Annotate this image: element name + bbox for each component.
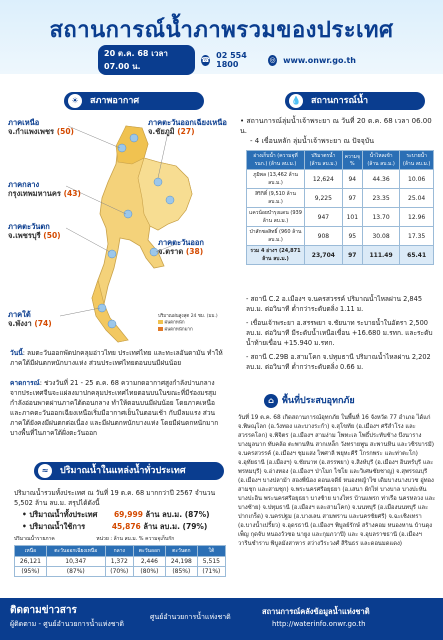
sun-cloud-icon: ☀ <box>68 94 82 108</box>
page-title: สถานการณ์น้ำภาพรวมของประเทศ <box>49 18 394 43</box>
chao-phraya-dam: - เขื่อนเจ้าพระยา อ.สรรพยา จ.ชัยนาท ระบายน้ำในอัตรา 2,500 ลบ.ม. ต่อวินาที มีระดับน้ำเหนือเขื่อน +16.680 ม.รทก. และระดับน้ำท้ายเขื่อน +15.940 ม.รทก. <box>246 319 433 347</box>
report-date: 20 ต.ค. 68 <box>104 49 149 58</box>
region-central-province: กรุงเทพมหานคร <box>8 189 61 198</box>
storage-table-caption <box>14 536 228 543</box>
table-row <box>247 170 434 189</box>
house-flood-icon: ⌂ <box>264 394 278 408</box>
region-storage-header <box>15 546 226 557</box>
total-volume: 23,704 <box>305 246 343 265</box>
region-percent: (87%) <box>46 567 105 577</box>
station-c29b-text: สถานี C.29B อ.สามโคก จ.ปทุมธานี ปริมาณน้ำไหลผ่าน 2,202 ลบ.ม. ต่อวินาที ต่ำกว่าระดับตลิ่ง 0.66 ม. <box>246 353 431 371</box>
region-value: 5,515 <box>197 557 225 567</box>
dam-inflow: 44.36 <box>362 170 399 189</box>
date-pill <box>98 45 195 75</box>
region-percent: (71%) <box>197 567 225 577</box>
report-time: เวลา 07.00 น. <box>104 49 168 71</box>
website-link[interactable]: www.onwr.go.th <box>283 55 356 65</box>
region-west-province: จ.เพชรบุรี <box>8 231 41 240</box>
region-east-province: จ.ตราด <box>158 247 184 256</box>
dam-text: เขื่อนเจ้าพระยา อ.สรรพยา จ.ชัยนาท ระบายน้ำในอัตรา 2,500 ลบ.ม. ต่อวินาที มีระดับน้ำเหนือเขื่อน +16.680 ม.รทก. และระดับน้ำท้ายเขื่อน +15.940 ม.รทก. <box>246 319 433 347</box>
storage-total: • ปริมาณน้ำทั้งประเทศ 69,999 ล้าน ลบ.ม. (87%) <box>22 510 210 519</box>
table-row <box>15 567 226 577</box>
weather-map <box>8 118 226 344</box>
today-text: : ลมตะวันออกพัดปกคลุมอ่าวไทย ประเทศไทย และทะเลอันดามัน ทำให้ภาคใต้มีฝนตกหนักบางแห่ง ส่วนประเทศไทยตอนบนมีฝนน้อย <box>10 349 223 367</box>
legend-label-heavy: ฝนตกหนัก <box>164 320 185 326</box>
region-col: ตะวันตก <box>165 546 197 557</box>
table-total-row <box>247 246 434 265</box>
region-northeast-name: ภาคตะวันออกเฉียงเหนือ <box>148 118 227 127</box>
dam-percent: 95 <box>342 227 362 246</box>
region-percent: (95%) <box>15 567 47 577</box>
region-west <box>8 222 61 240</box>
forecast-text: : ช่วงวันที่ 21 - 25 ต.ค. 68 ความกดอากาศสูงกำลังปานกลางจากประเทศจีนจะแผ่ลงมาปกคลุมประเทศไทยตอนบนในขณะที่มีร่องมรสุมกำลังอ่อนพาดผ่านภาคใต้ตอนกลาง ทำให้ตอนบนมีฝนน้อย โดยภาคเหนือ และภาคตะวันออกเฉียงเหนือเริ่มมีอากาศเย็นในตอนเช้า กับมีลมแรง ส่วนภาคใต้ยังคงมีฝนตกต่อเนื่อง และมีฝนตกหนักบางแห่ง โดยมีฝนตกหนักมากบางพื้นที่ในภาคใต้ฝั่งตะวันออก <box>10 379 219 437</box>
weather-section-title: สภาพอากาศ <box>90 96 140 106</box>
region-northeast-province: จ.ชัยภูมิ <box>148 127 175 136</box>
region-west-rain: (50) <box>43 231 61 240</box>
weather-section-header <box>64 92 204 110</box>
region-north-province: จ.กำแพงเพชร <box>8 127 55 136</box>
region-east-name: ภาคตะวันออก <box>158 238 204 247</box>
dam-table-header <box>247 151 434 170</box>
usable-value: 45,876 <box>111 522 141 531</box>
legend-title: ปริมาณฝนสูงสุด 24 ชม. (มม.) <box>158 314 218 319</box>
station-c29b: - สถานี C.29B อ.สามโคก จ.ปทุมธานี ปริมาณน้ำไหลผ่าน 2,202 ลบ.ม. ต่อวินาที ต่ำกว่าระดับตลิ่ง 0.66 ม. <box>246 353 431 371</box>
water-section-title: สถานการณ์น้ำ <box>311 96 369 106</box>
dam-name: ภูมิพล (13,462 ล้าน ลบ.ม.) <box>247 170 305 189</box>
region-col: ใต้ <box>197 546 225 557</box>
total-outflow: 65.41 <box>400 246 434 265</box>
region-percent: (70%) <box>105 567 133 577</box>
flood-section-title: พื้นที่ประสบอุทกภัย <box>282 396 355 406</box>
date-bar <box>98 49 356 71</box>
region-percent: (85%) <box>165 567 197 577</box>
dam-inflow: 23.35 <box>362 189 399 208</box>
region-east <box>158 238 204 256</box>
dam-col-name: อ่างเก็บน้ำ (ความจุที่ รนก.) (ล้าน ลบ.ม.) <box>247 151 305 170</box>
flood-section-header <box>260 392 430 410</box>
station-c2: - สถานี C.2 อ.เมืองฯ จ.นครสวรรค์ ปริมาณน้ำไหลผ่าน 2,845 ลบ.ม. ต่อวินาที ต่ำกว่าระดับตลิ่ง 1.11 ม. <box>246 295 423 313</box>
dam-name: สิริกิติ์ (9,510 ล้าน ลบ.ม.) <box>247 189 305 208</box>
region-north-rain: (50) <box>56 127 74 136</box>
footer-bar <box>0 598 443 640</box>
region-south <box>8 310 52 328</box>
dam-col-inflow: น้ำไหลเข้า (ล้าน ลบ.ม.) <box>362 151 399 170</box>
reservoir-icon: ≈ <box>38 464 52 478</box>
storage-unit: หน่วย : ล้าน ลบ.ม. % ความจุเก็บกัก <box>96 536 175 542</box>
station-c2-text: สถานี C.2 อ.เมืองฯ จ.นครสวรรค์ ปริมาณน้ำไหลผ่าน 2,845 ลบ.ม. ต่อวินาที ต่ำกว่าระดับตลิ่ง 1.11 ม. <box>246 295 423 313</box>
flood-text: วันที่ 19 ต.ค. 68 เกิดสถานการณ์อุทกภัย ในพื้นที่ 16 จังหวัด 77 อำเภอ ได้แก่ จ.พิษณุโลก (อ.วังทอง และบางระกำ) จ.สุโขทัย (อ.เมืองฯ ศรีสำโรง และสวรรคโลก) จ.พิจิตร (อ.เมืองฯ สามง่าม โพทะเล โพธิ์ประทับช้าง บึงนาราง บางมูลนาก ทับคล้อ ตะพานหิน สากเหล็ก วังทรายพูน สะพานหิน และวชิรบารมี) จ.นครสวรรค์ (อ.เมืองฯ ชุมแสง ไพศาลี พยุหะคีรี โกรกพระ และท่าตะโก) จ.อุทัยธานี (อ.เมืองฯ) จ.ชัยนาท (อ.สรรพยา) จ.สิงห์บุรี (อ.เมืองฯ อินทร์บุรี และพรหมบุรี) จ.อ่างทอง (อ.เมืองฯ ป่าโมก ไชโย และวิเศษชัยชาญ) จ.สุพรรณบุรี (อ.เมืองฯ บางปลาม้า สองพี่น้อง ดอนเจดีย์ หนองหญ้าไซ เดิมบางนางบวช อู่ทอง สามชุก และสามชุก) จ.พระนครศรีอยุธยา (อ.เสนา ผักไห่ บางบาล บางปะหัน บางปะอิน พระนครศรีอยุธยา บางซ้าย บางไทร บ้านแพรก ท่าเรือ นครหลวง และบางซ้าย) จ.ปทุมธานี (อ.เมืองฯ และสามโคก) จ.นนทบุรี (อ.เมืองนนทบุรี และปากเกร็ด) จ.นครปฐม (อ.บางเลน สามพราน และนครชัยศรี) จ.ฉะเชิงเทรา (อ.บางน้ำเปรี้ยว) จ.อุดรธานี (อ.เมืองฯ พิบูลย์รักษ์ สร้างคอม หนองหาน บ้านดุง เพ็ญ กุดจับ หนองวัวซอ นายูง และกุมภวาปี) และ จ.อุบลราชธานี (อ.เมืองฯ วารินชำราบ พิบูลมังสาหาร สว่างวีระวงศ์ สิรินธร และดอนมดแดง) <box>238 415 436 547</box>
dam-volume: 9,225 <box>305 189 343 208</box>
storage-usable: • ปริมาณน้ำใช้การ 45,876 ล้าน ลบ.ม. (79%) <box>22 522 208 531</box>
total-name: รวม 4 อ่างฯ (24,871 ล้าน ลบ.ม.) <box>247 246 305 265</box>
usable-unit: ล้าน ลบ.ม. (79%) <box>143 522 208 531</box>
water-section-header <box>285 92 425 110</box>
region-south-province: จ.พังงา <box>8 319 32 328</box>
dam-percent: 94 <box>342 170 362 189</box>
weather-forecast <box>10 378 224 438</box>
total-value: 69,999 <box>113 510 143 519</box>
region-value: 10,347 <box>46 557 105 567</box>
storage-caption: ปริมาณน้ำรายภาค <box>14 536 55 542</box>
dam-percent: 101 <box>342 208 362 227</box>
phone-icon: ☎ <box>201 55 210 64</box>
dam-outflow: 10.06 <box>400 170 434 189</box>
dam-volume: 12,624 <box>305 170 343 189</box>
region-storage-table <box>14 545 226 577</box>
dam-percent: 97 <box>342 189 362 208</box>
storage-intro: ปริมาณน้ำรวมทั้งประเทศ ณ วันที่ 19 ต.ค. 68 มากกว่าปี 2567 จำนวน 5,502 ล้าน ลบ.ม. สรุปได้ดังนี้ <box>14 489 216 507</box>
dam-table <box>246 150 434 265</box>
dam-inflow: 13.70 <box>362 208 399 227</box>
table-row <box>247 227 434 246</box>
table-row <box>247 189 434 208</box>
dam-outflow: 25.04 <box>400 189 434 208</box>
header-banner <box>0 0 443 74</box>
legend-label-very-heavy: ฝนตกหนักมาก <box>164 327 193 332</box>
region-central <box>8 180 81 198</box>
region-south-name: ภาคใต้ <box>8 310 31 319</box>
region-south-rain: (74) <box>34 319 52 328</box>
legend-item-very-heavy <box>158 327 218 334</box>
water-bullet-2: - 4 เขื่อนหลัก ลุ่มน้ำเจ้าพระยา ณ ปัจจุบัน <box>250 137 375 145</box>
phone-number[interactable]: 02 554 1800 <box>216 51 247 69</box>
water-bullet-1: • สถานการณ์ลุ่มน้ำเจ้าพระยา ณ วันที่ 20 ต.ค. 68 เวลา 06.00 น. <box>240 117 432 135</box>
region-northeast <box>148 118 227 136</box>
total-percent: 97 <box>342 246 362 265</box>
storage-section-header <box>34 462 224 480</box>
dam-col-percent: ความจุ % <box>342 151 362 170</box>
total-label: ปริมาณน้ำทั้งประเทศ <box>29 510 98 519</box>
globe-icon: ◎ <box>269 55 276 64</box>
region-value: 26,121 <box>15 557 47 567</box>
footer-follow-sub[interactable]: ผู้ติดตาม - ศูนย์อำนวยการน้ำแห่งชาติ <box>10 620 124 628</box>
dam-volume: 947 <box>305 208 343 227</box>
region-percent: (80%) <box>133 567 165 577</box>
footer-warehouse-title: สถานการณ์คลังข้อมูลน้ำแห่งชาติ <box>262 607 370 616</box>
forecast-label: คาดการณ์ <box>10 379 40 387</box>
dam-name: ป่าสักชลสิทธิ์ (960 ล้าน ลบ.ม.) <box>247 227 305 246</box>
region-north-name: ภาคเหนือ <box>8 118 40 127</box>
weather-today <box>10 348 224 368</box>
region-value: 1,372 <box>105 557 133 567</box>
region-north <box>8 118 74 136</box>
dam-inflow: 30.08 <box>362 227 399 246</box>
table-row <box>15 557 226 567</box>
today-label: วันนี้ <box>10 349 23 357</box>
water-bullet-2-text: 4 เขื่อนหลัก ลุ่มน้ำเจ้าพระยา ณ ปัจจุบัน <box>254 137 375 145</box>
total-inflow: 111.49 <box>362 246 399 265</box>
water-drop-icon: 💧 <box>289 94 303 108</box>
map-legend <box>158 314 218 333</box>
region-col: ตะวันออก <box>133 546 165 557</box>
total-unit: ล้าน ลบ.ม. (87%) <box>145 510 210 519</box>
dam-col-volume: ปริมาตรน้ำ (ล้าน ลบ.ม.) <box>305 151 343 170</box>
dam-volume: 908 <box>305 227 343 246</box>
footer-warehouse-link[interactable]: http://waterinfo.onwr.go.th <box>272 620 366 628</box>
footer-follow-title: ติดตามข่าวสาร <box>10 605 77 616</box>
dam-name: แควน้อยบำรุงแดน (939 ล้าน ลบ.ม.) <box>247 208 305 227</box>
region-west-name: ภาคตะวันตก <box>8 222 50 231</box>
region-northeast-rain: (27) <box>177 127 195 136</box>
dam-outflow: 17.35 <box>400 227 434 246</box>
region-central-rain: (43) <box>63 189 81 198</box>
region-value: 2,446 <box>133 557 165 567</box>
storage-section-title: ปริมาณน้ำในแหล่งน้ำทั่วประเทศ <box>60 466 186 476</box>
dam-outflow: 12.96 <box>400 208 434 227</box>
footer-center-name: ศูนย์อำนวยการน้ำแห่งชาติ <box>150 613 231 621</box>
region-central-name: ภาคกลาง <box>8 180 40 189</box>
region-col: กลาง <box>105 546 133 557</box>
table-row <box>247 208 434 227</box>
dam-col-outflow: ระบายน้ำ (ล้าน ลบ.ม.) <box>400 151 434 170</box>
water-bullet-1-text: สถานการณ์ลุ่มน้ำเจ้าพระยา ณ วันที่ 20 ต.ค. 68 เวลา 06.00 น. <box>240 117 432 135</box>
region-value: 24,198 <box>165 557 197 567</box>
region-east-rain: (38) <box>185 247 204 256</box>
region-col: ตะวันออกเฉียงเหนือ <box>46 546 105 557</box>
usable-label: ปริมาณน้ำใช้การ <box>29 522 86 531</box>
region-col: เหนือ <box>15 546 47 557</box>
